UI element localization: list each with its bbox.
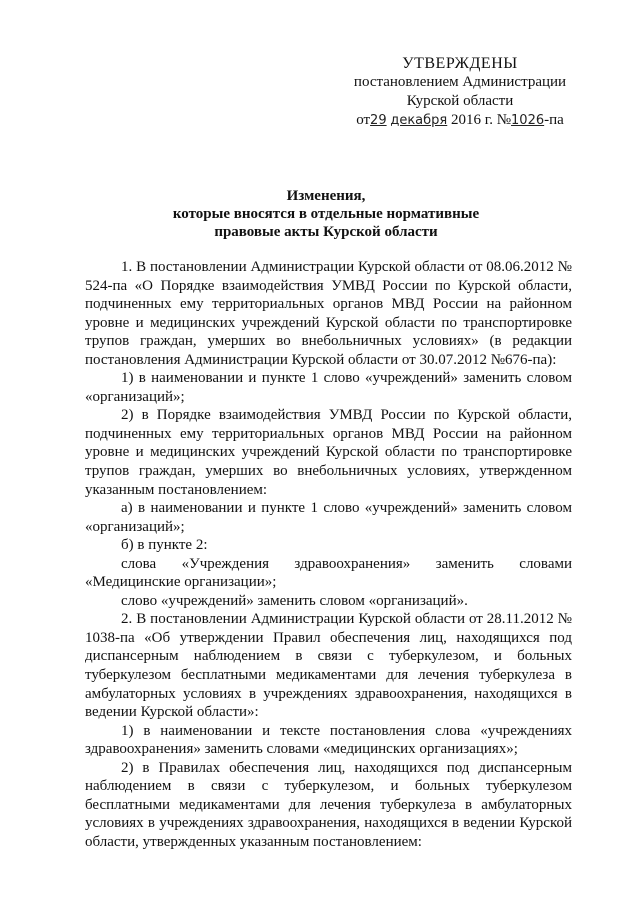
approval-heading: УТВЕРЖДЕНЫ bbox=[402, 55, 518, 72]
approval-line-2: Курской области bbox=[406, 93, 514, 109]
date-month: декабря bbox=[390, 113, 448, 128]
document-body bbox=[85, 258, 572, 852]
document-title bbox=[80, 187, 572, 241]
paragraph-8: 2. В постановлении Администрации Курской области от 28.11.2012 № 1038-па «Об утверждении Правил обеспечения лиц, находящихся под диспансерным наблюдением в связи с туберкулезом, и больных туберкулезом бесплатными медикаментами для лечения туберкулеза в амбулаторных условиях в учреждениях здравоохранения, находящихся в ведении Курской области»: bbox=[85, 611, 572, 721]
paragraph-6: слова «Учреждения здравоохранения» заменить словами «Медицинские организации»; bbox=[85, 555, 572, 591]
approval-block bbox=[330, 54, 590, 130]
paragraph-5: б) в пункте 2: bbox=[121, 537, 208, 554]
paragraph-3: 2) в Порядке взаимодействия УМВД России по Курской области, подчиненных ему территориальных органов МВД России на районном уровне и медицинских учреждений Курской области по транспортировке трупов граждан, умерших во внебольничных условиях, утвержденном указанным постановлением: bbox=[85, 407, 572, 498]
paragraph-9: 1) в наименовании и тексте постановления слова «учреждениях здравоохранения» заменить словами «медицинских организациях»; bbox=[85, 722, 572, 758]
date-number: 1026 bbox=[511, 113, 545, 128]
date-year: 2016 г. № bbox=[451, 112, 512, 128]
paragraph-10: 2) в Правилах обеспечения лиц, находящихся под диспансерным наблюдением в связи с туберкулезом, и больных туберкулезом бесплатными медикаментами для лечения туберкулеза в амбулаторных условиях в учреждениях здравоохранения, находящихся в ведении Курской области, утвержденных указанным постановлением: bbox=[85, 759, 572, 850]
date-prefix: от bbox=[356, 112, 371, 128]
paragraph-4: а) в наименовании и пункте 1 слово «учреждений» заменить словом «организаций»; bbox=[85, 500, 572, 535]
approval-date-line bbox=[330, 111, 590, 130]
title-line-3: правовые акты Курской области bbox=[214, 224, 438, 240]
paragraph-7: слово «учреждений» заменить словом «организаций». bbox=[121, 592, 468, 609]
paragraph-1: 1. В постановлении Администрации Курской области от 08.06.2012 № 524-па «О Порядке взаимодействия УМВД России по Курской области, подчиненных ему территориальных органов МВД России на районном уровне и медицинских учреждений Курской области по транспортировке трупов граждан, умерших во внебольничных условиях» (в редакции постановления Администрации Курской области от 30.07.2012 №676-па): bbox=[85, 259, 572, 368]
title-line-2: которые вносятся в отдельные нормативные bbox=[172, 206, 480, 222]
approval-line-1: постановлением Администрации bbox=[353, 74, 567, 90]
paragraph-2: 1) в наименовании и пункте 1 слово «учреждений» заменить словом «организаций»; bbox=[85, 370, 572, 405]
date-day: 29 bbox=[370, 113, 387, 128]
date-suffix: -па bbox=[544, 112, 564, 128]
title-line-1: Изменения, bbox=[286, 188, 366, 204]
